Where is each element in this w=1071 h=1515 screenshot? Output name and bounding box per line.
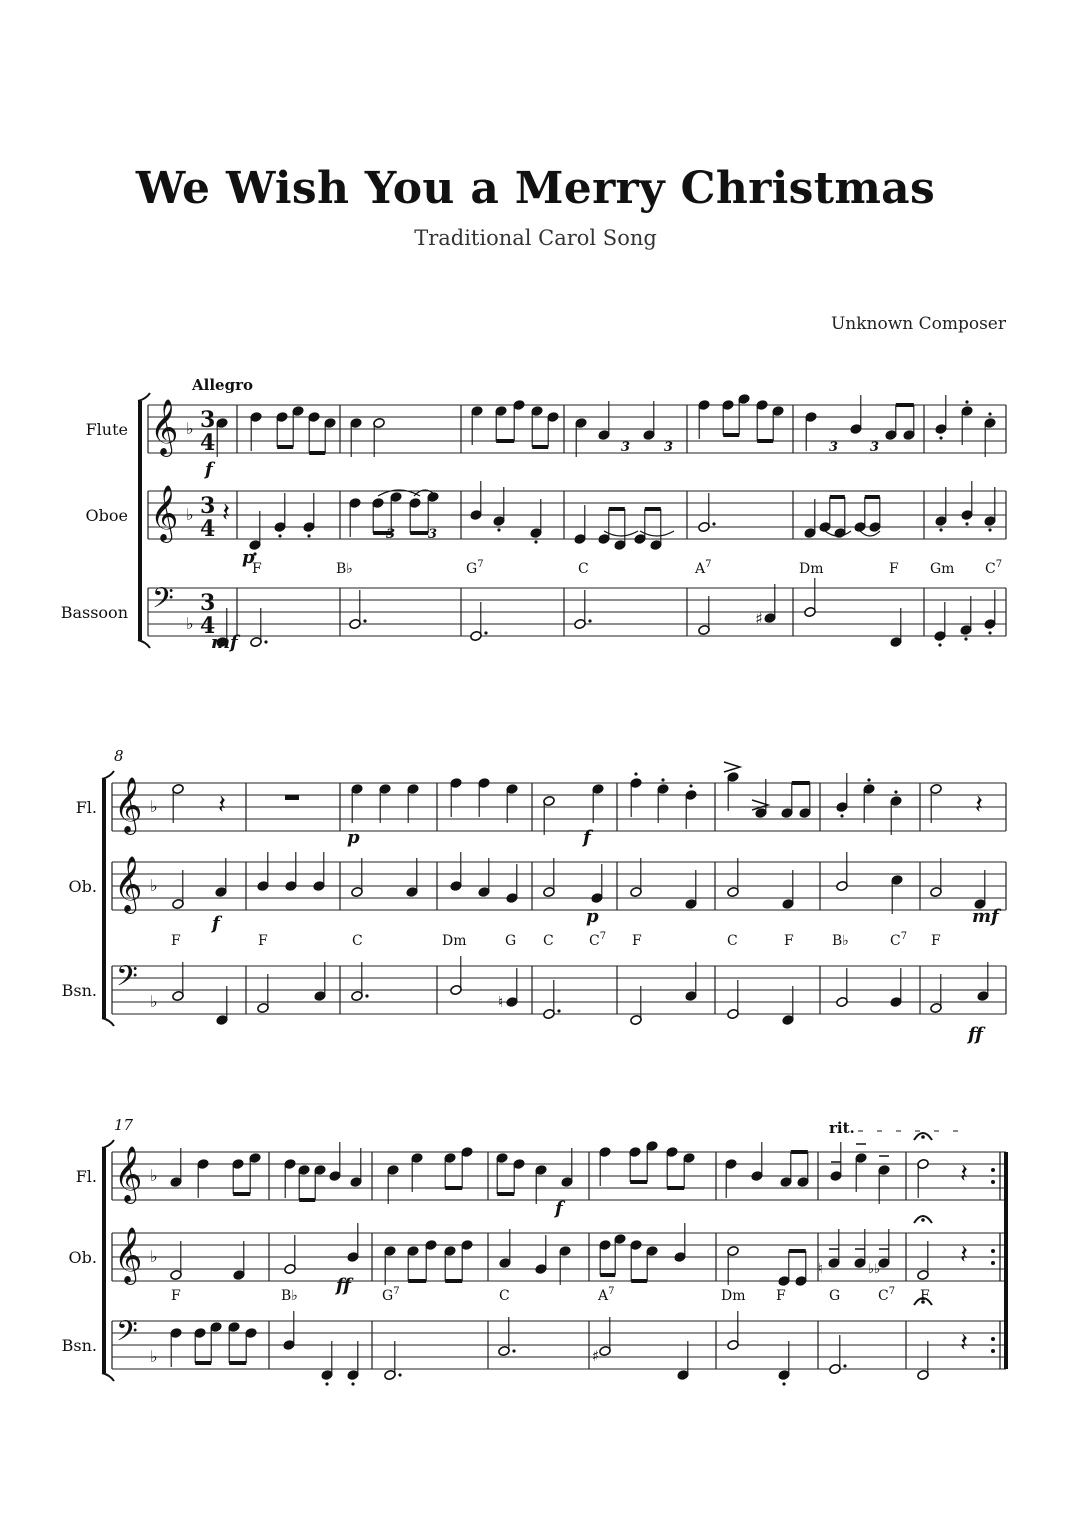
instrument-label: Ob.	[68, 877, 97, 896]
dot	[712, 522, 715, 525]
staccato	[534, 540, 537, 543]
tuplet-number: 3	[621, 440, 631, 455]
quarter-rest: 𝄽	[218, 790, 226, 820]
tuplet-number: 3	[428, 527, 438, 542]
quarter-rest: 𝄽	[960, 1328, 968, 1358]
chord-symbol: C	[543, 933, 554, 949]
staccato	[939, 436, 942, 439]
staccato	[840, 814, 843, 817]
chord-symbol: $G^7$	[382, 1286, 400, 1304]
time-signature-beats: 3	[200, 493, 216, 519]
chord-symbol: F	[258, 933, 268, 949]
treble-clef: 𝄞	[114, 777, 143, 833]
time-signature-beats: 3	[200, 590, 216, 616]
chord-symbol: F	[920, 1288, 930, 1304]
bracket-bottom	[102, 1373, 114, 1381]
staccato	[867, 778, 870, 781]
chord-symbol: C	[352, 933, 363, 949]
dynamic-mark: f	[555, 1198, 563, 1219]
score-title: We Wish You a Merry Christmas	[135, 163, 936, 214]
dynamic-mark: p	[242, 547, 255, 568]
flat-sign: ♭♭	[868, 1262, 881, 1277]
staccato	[988, 412, 991, 415]
quarter-rest: 𝄽	[222, 498, 230, 528]
bass-clef: 𝄢	[116, 960, 138, 1000]
flat-sign: ♭	[150, 797, 158, 816]
treble-clef: 𝄞	[114, 1146, 143, 1202]
fermata-dot	[921, 1135, 925, 1139]
score-subtitle: Traditional Carol Song	[414, 226, 657, 250]
tuplet-number: 3	[870, 440, 880, 455]
chord-symbol: $C^7$	[890, 931, 908, 949]
bass-clef: 𝄢	[116, 1315, 138, 1355]
chord-symbol: G	[505, 933, 517, 949]
repeat-dot	[991, 1337, 995, 1341]
instrument-label: Flute	[85, 420, 128, 439]
chord-symbol: C	[727, 933, 738, 949]
instrument-label: Ob.	[68, 1248, 97, 1267]
ritardando-marking: rit.	[829, 1119, 855, 1137]
instrument-label: Oboe	[85, 506, 128, 525]
staccato	[894, 790, 897, 793]
dot	[588, 619, 591, 622]
staccato	[965, 522, 968, 525]
natural-sign: ♮	[818, 1261, 824, 1277]
chord-symbol: Dm	[721, 1288, 746, 1304]
dot	[557, 1009, 560, 1012]
chord-symbol: F	[889, 561, 899, 577]
composer-credit: Unknown Composer	[830, 314, 1006, 334]
quarter-rest: 𝄽	[975, 790, 983, 820]
flat-sign: ♭	[186, 419, 194, 438]
staccato	[938, 643, 941, 646]
dot	[512, 1349, 515, 1352]
dynamic-mark: ff	[336, 1275, 351, 1296]
dynamic-mark: p	[347, 827, 360, 848]
tuplet-number: 3	[386, 527, 396, 542]
dynamic-mark: p	[586, 906, 599, 927]
chord-symbol: $A^7$	[598, 1286, 615, 1304]
staccato	[497, 528, 500, 531]
chord-symbol: $C^7$	[878, 1286, 896, 1304]
tempo-marking: Allegro	[192, 376, 253, 394]
instrument-label: Bsn.	[61, 1336, 97, 1355]
dot	[484, 631, 487, 634]
chord-symbol: $A^7$	[695, 559, 712, 577]
repeat-dot	[991, 1249, 995, 1253]
flat-sign: ♭	[150, 1347, 158, 1366]
sharp-sign: ♯	[592, 1347, 600, 1365]
flat-sign: ♭	[150, 1247, 158, 1266]
chord-symbol: B♭	[281, 1288, 298, 1304]
treble-clef: 𝄞	[150, 399, 179, 455]
chord-symbol: F	[931, 933, 941, 949]
staccato	[689, 784, 692, 787]
dot	[365, 994, 368, 997]
staccato	[782, 1382, 785, 1385]
staccato	[939, 528, 942, 531]
chord-symbol: Dm	[799, 561, 824, 577]
tuplet-number: 3	[829, 440, 839, 455]
treble-clef: 𝄞	[114, 1227, 143, 1283]
chord-symbol: C	[578, 561, 589, 577]
sharp-sign: ♯	[755, 609, 763, 628]
bracket-bottom	[102, 1018, 114, 1026]
slur	[860, 531, 880, 536]
repeat-dot	[991, 1349, 995, 1353]
accent-mark	[724, 762, 740, 772]
staccato	[965, 400, 968, 403]
dynamic-mark: f	[583, 827, 591, 848]
instrument-label: Fl.	[75, 798, 97, 817]
time-signature-beat-type: 4	[200, 430, 216, 456]
chord-symbol: C	[499, 1288, 510, 1304]
time-signature-beats: 3	[200, 407, 216, 433]
dynamic-mark: f	[205, 459, 213, 480]
chord-symbol: Dm	[442, 933, 467, 949]
repeat-dot	[991, 1180, 995, 1184]
bass-clef: 𝄢	[152, 582, 174, 622]
instrument-label: Bsn.	[61, 981, 97, 1000]
dynamic-mark: ff	[968, 1024, 983, 1045]
whole-rest	[285, 795, 299, 800]
chord-symbol: F	[171, 1288, 181, 1304]
flat-sign: ♭	[186, 614, 194, 633]
quarter-rest: 𝄽	[960, 1240, 968, 1270]
dot	[398, 1373, 401, 1376]
bracket-top	[102, 1140, 114, 1148]
dynamic-mark: mf	[972, 906, 999, 927]
repeat-dot	[991, 1261, 995, 1265]
chord-symbol: F	[171, 933, 181, 949]
bracket-top	[138, 393, 150, 401]
staccato	[661, 778, 664, 781]
bracket-top	[102, 771, 114, 779]
chord-symbol: F	[776, 1288, 786, 1304]
natural-sign: ♮	[498, 993, 504, 1011]
dynamic-mark: f	[212, 913, 220, 934]
staccato	[325, 1382, 328, 1385]
repeat-dot	[991, 1168, 995, 1172]
instrument-label: Bassoon	[60, 603, 128, 622]
staccato	[278, 534, 281, 537]
chord-symbol: F	[632, 933, 642, 949]
chord-symbol: $C^7$	[589, 931, 607, 949]
staccato	[351, 1382, 354, 1385]
dot	[264, 640, 267, 643]
bracket-bottom	[138, 640, 150, 648]
chord-symbol: F	[252, 561, 262, 577]
chord-symbol: B♭	[336, 561, 353, 577]
staccato	[964, 637, 967, 640]
chord-symbol: $G^7$	[466, 559, 484, 577]
dot	[363, 619, 366, 622]
staff	[148, 588, 1006, 636]
chord-symbol: $C^7$	[985, 559, 1003, 577]
staccato	[988, 528, 991, 531]
fermata-dot	[921, 1218, 925, 1222]
flat-sign: ♭	[150, 876, 158, 895]
dynamic-mark: mf	[211, 632, 238, 653]
chord-symbol: F	[784, 933, 794, 949]
chord-symbol: G	[829, 1288, 841, 1304]
chord-symbol: B♭	[832, 933, 849, 949]
treble-clef: 𝄞	[150, 485, 179, 541]
treble-clef: 𝄞	[114, 856, 143, 912]
time-signature-beat-type: 4	[200, 516, 216, 542]
tuplet-number: 3	[664, 440, 674, 455]
measure-number: 17	[114, 1116, 134, 1134]
instrument-label: Fl.	[75, 1167, 97, 1186]
time-signature-beat-type: 4	[200, 613, 216, 639]
staccato	[307, 534, 310, 537]
staccato	[634, 772, 637, 775]
staccato	[988, 631, 991, 634]
flat-sign: ♭	[150, 992, 158, 1011]
chord-symbol: Gm	[930, 561, 955, 577]
quarter-rest: 𝄽	[960, 1159, 968, 1189]
flat-sign: ♭	[150, 1166, 158, 1185]
measure-number: 8	[114, 747, 124, 765]
flat-sign: ♭	[186, 505, 194, 524]
dot	[843, 1364, 846, 1367]
